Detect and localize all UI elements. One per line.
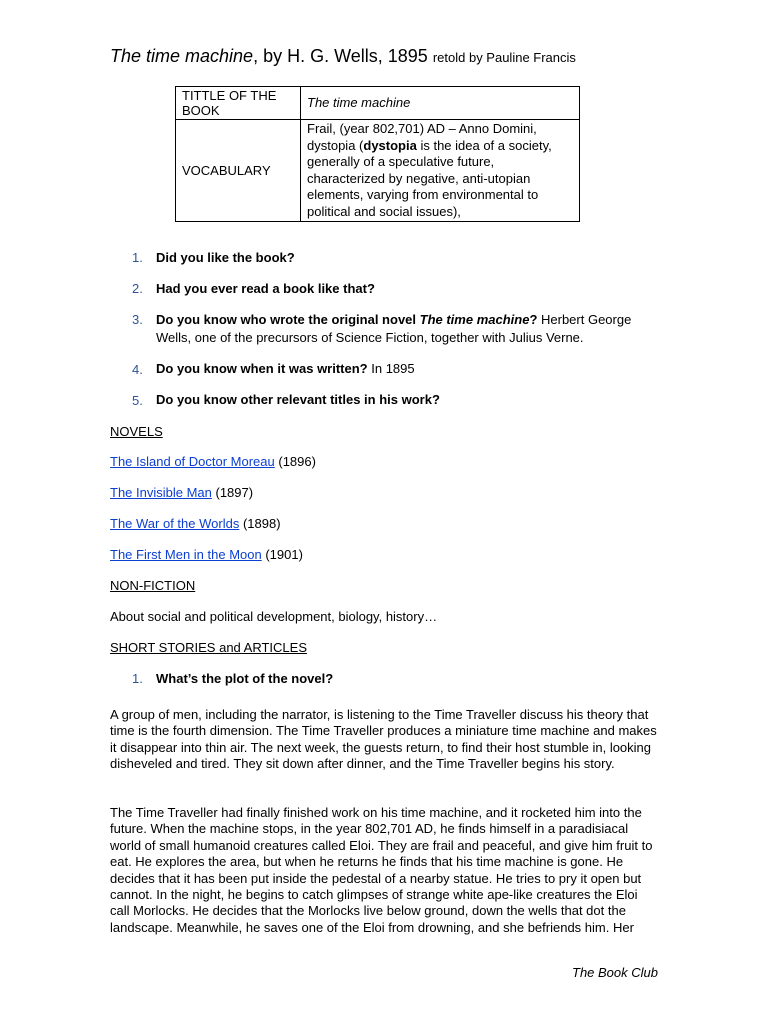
table-row xyxy=(176,87,580,120)
question-3-mark: ? xyxy=(529,312,538,327)
question-5: Do you know other relevant titles in his work? xyxy=(156,392,440,407)
novel-link[interactable]: The Invisible Man xyxy=(110,485,212,500)
table-value-title-text: The time machine xyxy=(307,95,411,110)
footer-label: The Book Club xyxy=(572,965,658,980)
vocab-text-b: is the idea of a society, generally of a speculative future, characterized by negative, anti-utopian elements, varying from environmental to political and social issues), xyxy=(307,137,552,219)
novel-year: (1897) xyxy=(211,485,254,500)
table-value-title xyxy=(301,87,580,120)
plot-paragraph-2: The Time Traveller had finally finished work on his time machine, and it rocketed him into the future. When the machine stops, in the year 802,701 AD, he finds himself in a paradisiacal world of small humanoid creatures called Eloi. They are frail and peaceful, and give him fruit to eat. He explores the area, but when he returns he finds that his time machine is gone. He decides that it has been put inside the pedestal of a nearby statue. He tries to pry it open but cannot. In the night, he begins to catch glimpses of strange white ape-like creatures the Eloi call Morlocks. He decides that the Morlocks live below ground, down the wells that dot the landscape. Meanwhile, he saves one of the Eloi from drowning, and she befriends him. Her xyxy=(110,805,653,935)
question-number: 3. xyxy=(132,312,143,327)
question-4-answer: In 1895 xyxy=(367,361,415,376)
short-stories-heading: SHORT STORIES and ARTICLES xyxy=(110,640,308,655)
nonfiction-heading: NON-FICTION xyxy=(110,578,196,593)
title-author: , by H. G. Wells, 1895 xyxy=(253,46,428,66)
question-4 xyxy=(156,360,661,378)
plot-question: What’s the plot of the novel? xyxy=(156,671,334,686)
question-3-italic: The time machine xyxy=(419,312,530,327)
list-item xyxy=(110,454,316,470)
list-item xyxy=(110,516,281,532)
novel-link[interactable]: The War of the Worlds xyxy=(110,516,240,531)
table-label-title: TITTLE OF THE BOOK xyxy=(176,87,301,120)
novel-link[interactable]: The First Men in the Moon xyxy=(110,547,262,562)
title-book: The time machine xyxy=(110,46,254,66)
question-number: 5. xyxy=(132,393,143,408)
novel-year: (1901) xyxy=(261,547,303,562)
question-number: 2. xyxy=(132,281,143,296)
list-item xyxy=(110,485,253,501)
vocab-text-a: Frail, (year 802,701) AD – Anno Domini, dystopia ( xyxy=(307,121,537,153)
vocab-text-bold: dystopia xyxy=(363,137,417,153)
question-3 xyxy=(156,311,661,347)
vocabulary-table xyxy=(175,86,580,222)
novel-year: (1896) xyxy=(274,454,316,469)
question-3-text: Do you know who wrote the original novel xyxy=(156,312,420,327)
question-3-answer: Herbert George Wells, one of the precursors of Science Fiction, together with Julius Verne. xyxy=(156,312,632,345)
table-label-vocabulary: VOCABULARY xyxy=(176,120,301,222)
table-value-vocabulary xyxy=(301,120,580,222)
novel-year: (1898) xyxy=(239,516,281,531)
question-4-text: Do you know when it was written? xyxy=(156,361,368,376)
document-title xyxy=(110,44,710,70)
question-2: Had you ever read a book like that? xyxy=(156,281,375,296)
question-number: 1. xyxy=(132,250,143,265)
question-number: 1. xyxy=(132,671,143,686)
title-retold: retold by Pauline Francis xyxy=(432,50,576,65)
novel-link[interactable]: The Island of Doctor Moreau xyxy=(110,454,275,469)
question-1: Did you like the book? xyxy=(156,250,295,265)
nonfiction-text: About social and political development, biology, history… xyxy=(110,609,438,624)
novels-heading: NOVELS xyxy=(110,424,163,439)
question-number: 4. xyxy=(132,362,143,377)
plot-paragraph-1: A group of men, including the narrator, is listening to the Time Traveller discuss his theory that time is the fourth dimension. The Time Traveller produces a miniature time machine and makes it disappear into thin air. The next week, the guests return, to find their host stumble in, looking disheveled and tired. They sit down after dinner, and the Time Traveller begins his story. xyxy=(110,707,657,772)
table-row xyxy=(176,120,580,222)
list-item xyxy=(110,547,303,563)
